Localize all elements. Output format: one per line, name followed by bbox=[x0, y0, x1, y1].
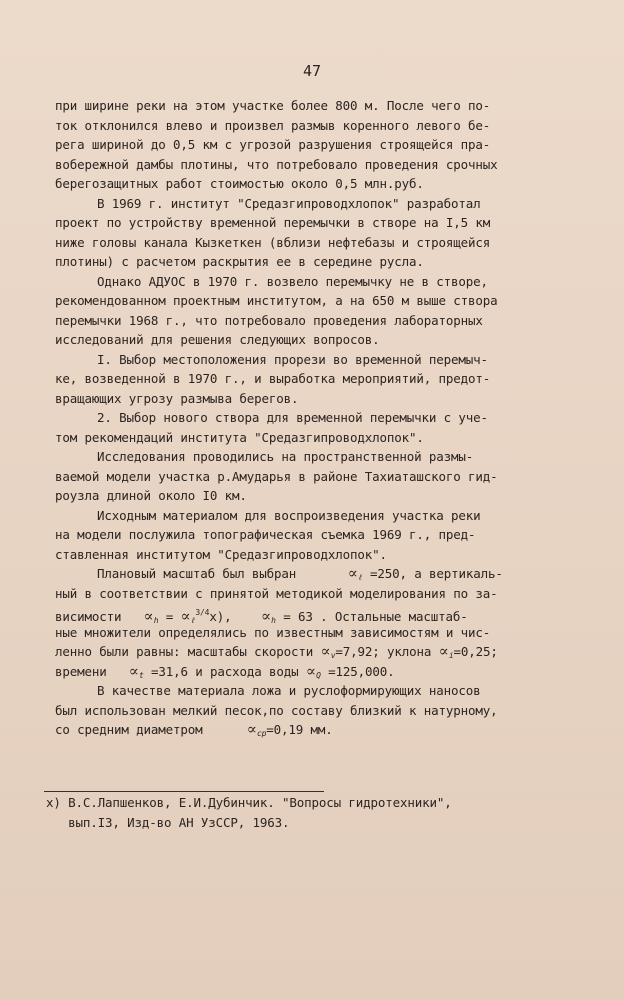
text-line: вращающих угрозу размыва берегов. bbox=[55, 390, 299, 406]
alpha-symbol: ∝ bbox=[261, 607, 272, 625]
text-line: 2. Выбор нового створа для временной перемычки с уче- bbox=[97, 410, 488, 425]
footnote-line: вып.I3, Изд-во АН УзССР, 1963. bbox=[46, 814, 290, 830]
text-line: том рекомендаций института "Средазгипроводхлопок". bbox=[55, 429, 424, 445]
text-line: берегозащитных работ стоимостью около 0,5 млн.руб. bbox=[55, 176, 424, 191]
text-line: I. Выбор местоположения прорези во временной перемыч- bbox=[97, 351, 488, 367]
text-line: рега шириной до 0,5 км с угрозой разрушения строящейся пра- bbox=[55, 137, 491, 152]
text-line-time-discharge: времени $\propto_t =31,6$ и расхода воды $\propto_Q =125,000$. bbox=[55, 661, 395, 680]
text-line: ставленная институтом "Средазгипроводхлопок". bbox=[55, 546, 387, 562]
text-line-velocity-slope: ленно были равны: масштабы скорости $\propto_v=7,92$; уклона $\propto_i=0,25$; bbox=[55, 642, 498, 660]
text-line: вобережной дамбы плотины, что потребовало проведения срочных bbox=[55, 156, 498, 172]
text-line-dependency: висимости $\propto_h = \propto_\ell^{3/4}x$), $\propto_h = 63$ . Остальные масштаб- bbox=[55, 607, 468, 625]
text-line: плотины) с расчетом раскрытия ее в середине русла. bbox=[55, 254, 424, 269]
alpha-symbol: ∝ bbox=[320, 642, 331, 660]
text-line: проект по устройству временной перемычки в створе на I,5 км bbox=[55, 215, 491, 230]
text-line: при ширине реки на этом участке более 800 м. После чего по- bbox=[55, 98, 491, 113]
text-line: был использован мелкий песок,по составу близкий к натурному, bbox=[55, 702, 498, 718]
footnote-divider bbox=[44, 791, 324, 792]
footnote-line: x) В.С.Лапшенков, Е.И.Дубинчик. "Вопросы гидротехники", bbox=[46, 795, 452, 810]
text-line: ток отклонился влево и произвел размыв коренного левого бе- bbox=[55, 117, 491, 133]
text-line: Исходным материалом для воспроизведения участка реки bbox=[97, 507, 481, 523]
alpha-symbol: ∝ bbox=[347, 564, 358, 582]
text-line-horizontal-scale: Плановый масштаб был выбран $\propto_\ell =250$, а вертикаль- bbox=[97, 564, 503, 582]
text-line: В качестве материала ложа и руслоформирующих наносов bbox=[97, 683, 481, 698]
alpha-symbol: ∝ bbox=[143, 607, 154, 625]
text-line: В 1969 г. институт "Средазгипроводхлопок" разработал bbox=[97, 195, 481, 211]
text-line: исследований для решения следующих вопросов. bbox=[55, 332, 380, 347]
alpha-symbol: ∝ bbox=[180, 607, 191, 625]
text-line: на модели послужила топографическая съемка 1969 г., пред- bbox=[55, 527, 476, 542]
text-line: роузла длиной около I0 км. bbox=[55, 488, 247, 503]
text-line: ный в соответствии с принятой методикой моделирования по за- bbox=[55, 585, 498, 601]
body-text bbox=[55, 96, 575, 740]
text-line: перемычки 1968 г., что потребовало проведения лабораторных bbox=[55, 312, 483, 328]
alpha-symbol: ∝ bbox=[246, 720, 257, 738]
text-line: ниже головы канала Кызкеткен (вблизи нефтебазы и строящейся bbox=[55, 234, 491, 250]
alpha-symbol: ∝ bbox=[305, 661, 317, 680]
text-line: Однако АДУОС в 1970 г. возвело перемычку не в створе, bbox=[97, 273, 488, 289]
alpha-symbol: ∝ bbox=[438, 642, 449, 660]
alpha-symbol: ∝ bbox=[128, 661, 139, 680]
page-number: 47 bbox=[302, 62, 322, 80]
footnotes bbox=[46, 793, 586, 832]
text-line: ке, возведенной в 1970 г., и выработка мероприятий, предот- bbox=[55, 371, 491, 386]
text-line: ные множители определялись по известным зависимостям и чис- bbox=[55, 624, 491, 640]
text-line: ваемой модели участка р.Амударья в районе Тахиаташского гид- bbox=[55, 468, 498, 484]
text-line-diameter: со средним диаметром $\propto_{cp}=0,19$ мм. bbox=[55, 720, 333, 738]
text-line: рекомендованном проектным институтом, а на 650 м выше створа bbox=[55, 293, 498, 308]
text-line: Исследования проводились на пространственной размы- bbox=[97, 449, 474, 464]
